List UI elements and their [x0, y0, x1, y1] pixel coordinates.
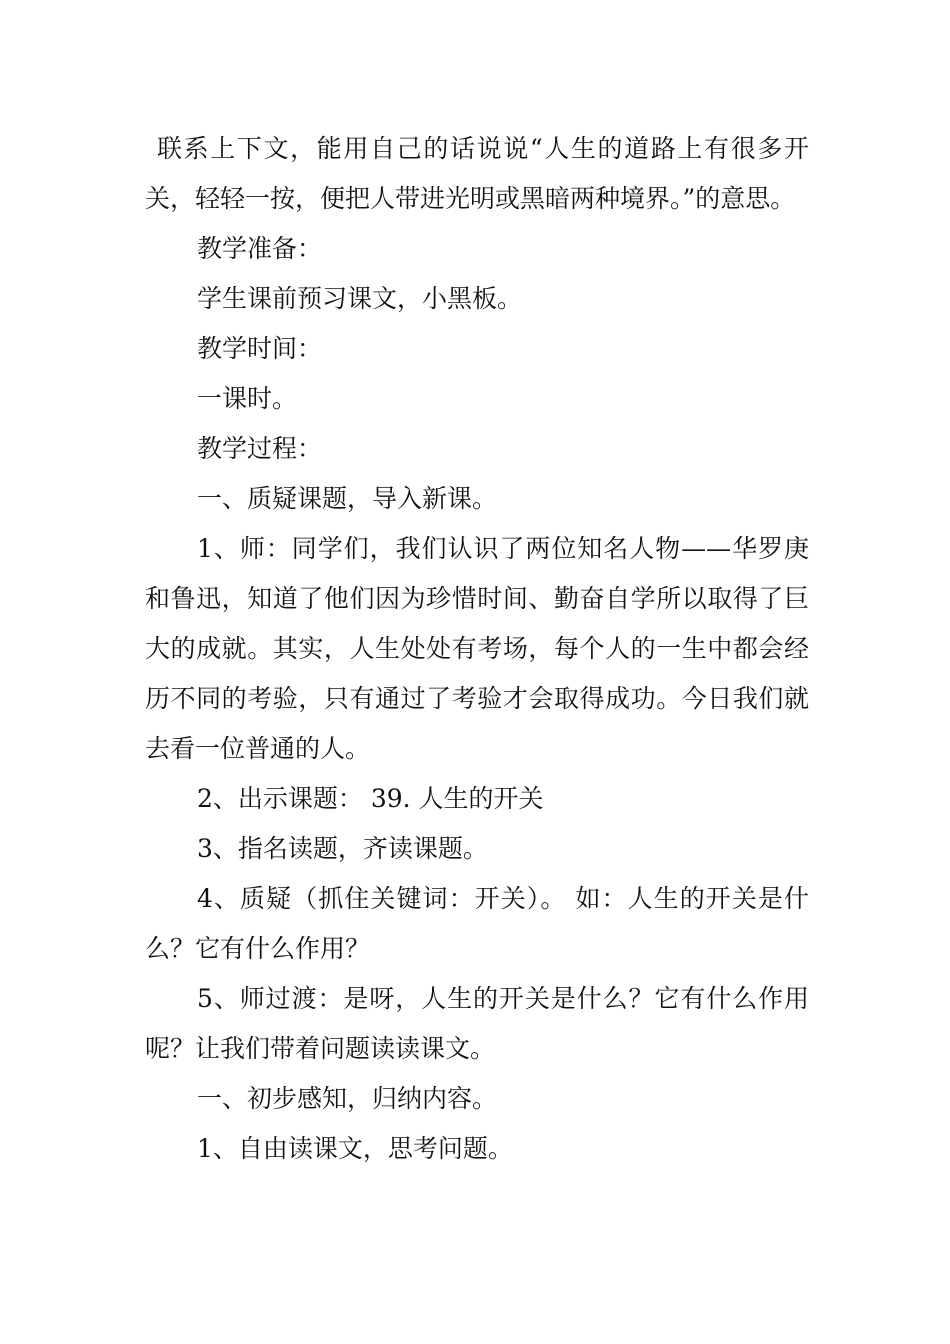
- paragraph-objective: 联系上下文，能用自己的话说说“人生的道路上有很多开关，轻轻一按，便把人带进光明或黑暗两种境界。”的意思。: [145, 134, 809, 213]
- paragraph-step-2: 2、出示课题： 39. 人生的开关: [197, 784, 544, 813]
- document-body: [145, 124, 809, 1174]
- paragraph-step-4: 4、质疑（抓住关键词：开关）。 如：人生的开关是什么？它有什么作用？: [145, 884, 809, 963]
- paragraph-step-1: 1、师：同学们，我们认识了两位知名人物——华罗庚和鲁迅，知道了他们因为珍惜时间、勤奋自学所以取得了巨大的成就。其实，人生处处有考场，每个人的一生中都会经历不同的考验，只有通过了考验才会取得成功。今日我们就去看一位普通的人。: [145, 534, 809, 763]
- paragraph-time: 一课时。: [197, 384, 298, 413]
- paragraph-step-2-1: 1、自由读课文，思考问题。: [197, 1134, 513, 1163]
- heading-process: 教学过程：: [197, 434, 323, 463]
- heading-time: 教学时间：: [197, 334, 323, 363]
- section-heading-1: 一、质疑课题，导入新课。: [197, 484, 498, 513]
- paragraph-step-5: 5、师过渡：是呀，人生的开关是什么？它有什么作用呢？让我们带着问题读读课文。: [145, 984, 809, 1063]
- paragraph-step-3: 3、指名读题，齐读课题。: [197, 834, 488, 863]
- heading-preparation: 教学准备：: [197, 234, 323, 263]
- paragraph-preparation: 学生课前预习课文，小黑板。: [197, 284, 523, 313]
- section-heading-2: 一、初步感知，归纳内容。: [197, 1084, 498, 1113]
